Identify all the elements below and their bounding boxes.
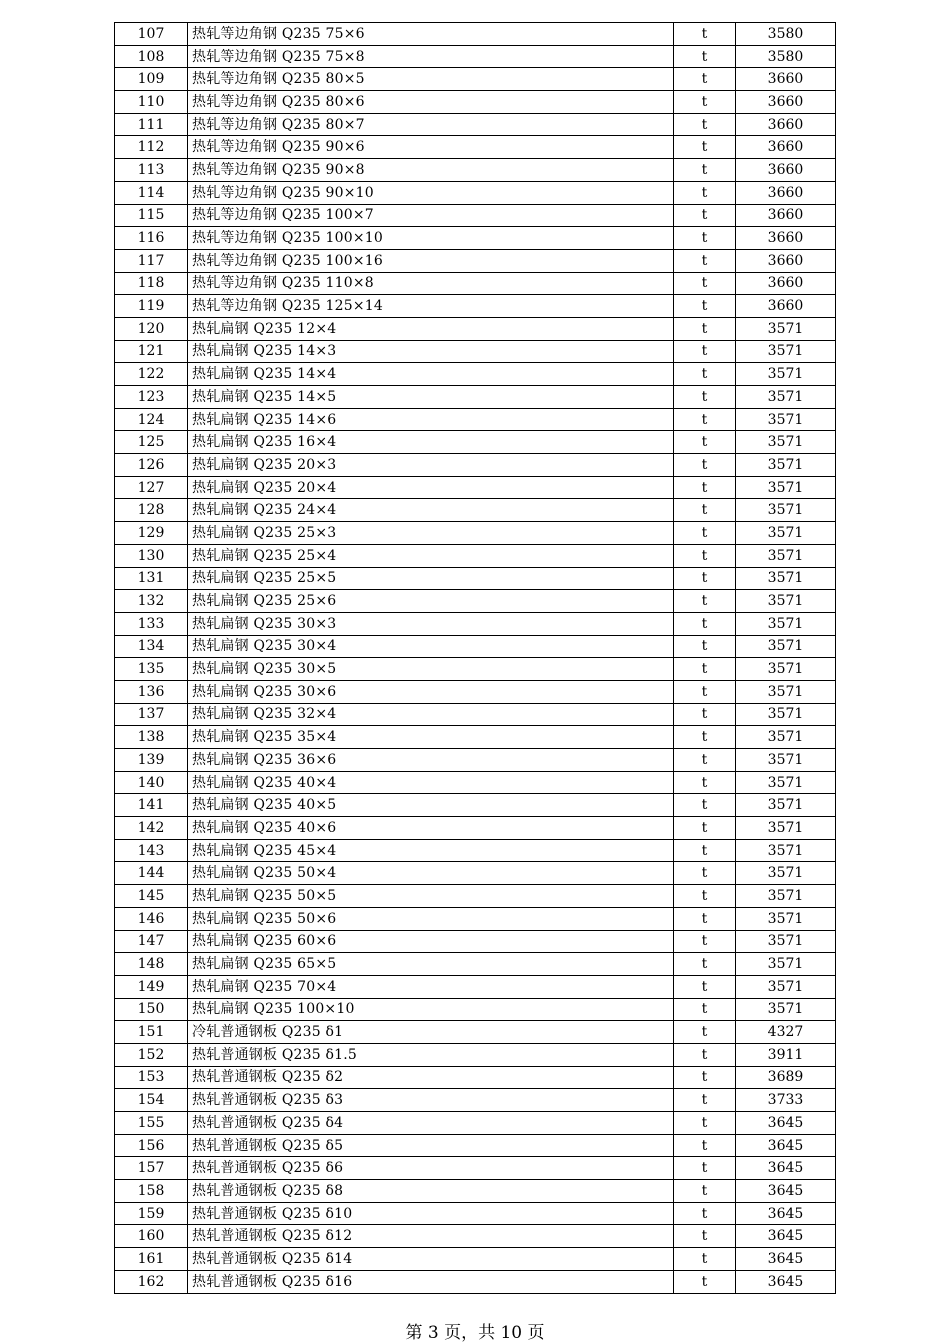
item-price-cell: 3911	[736, 1043, 836, 1066]
item-price-cell: 3571	[736, 794, 836, 817]
table-row	[115, 386, 836, 409]
page-number-text: 第 3 页，共 10 页	[405, 1323, 545, 1343]
item-unit-cell: t	[674, 1089, 736, 1112]
item-number-cell: 128	[115, 499, 188, 522]
item-number-cell: 155	[115, 1112, 188, 1135]
item-unit-cell: t	[674, 499, 736, 522]
item-name-cell: 热轧扁钢 Q235 20×3	[188, 454, 674, 477]
table-row	[115, 45, 836, 68]
item-number-cell: 144	[115, 862, 188, 885]
item-price-cell: 3660	[736, 91, 836, 114]
table-row	[115, 930, 836, 953]
table-row	[115, 658, 836, 681]
table-row	[115, 567, 836, 590]
item-price-cell: 3571	[736, 635, 836, 658]
item-price-cell: 3571	[736, 680, 836, 703]
item-price-cell: 3733	[736, 1089, 836, 1112]
table-row	[115, 204, 836, 227]
item-number-cell: 108	[115, 45, 188, 68]
item-price-cell: 3660	[736, 272, 836, 295]
item-name-cell: 热轧扁钢 Q235 40×6	[188, 817, 674, 840]
item-name-cell: 热轧等边角钢 Q235 80×6	[188, 91, 674, 114]
item-number-cell: 158	[115, 1180, 188, 1203]
item-unit-cell: t	[674, 817, 736, 840]
table-row	[115, 1248, 836, 1271]
item-price-cell: 3645	[736, 1112, 836, 1135]
item-unit-cell: t	[674, 227, 736, 250]
item-name-cell: 热轧等边角钢 Q235 80×5	[188, 68, 674, 91]
item-price-cell: 3571	[736, 363, 836, 386]
item-number-cell: 147	[115, 930, 188, 953]
item-unit-cell: t	[674, 1066, 736, 1089]
item-unit-cell: t	[674, 340, 736, 363]
item-price-cell: 3660	[736, 159, 836, 182]
item-name-cell: 冷轧普通钢板 Q235 δ1	[188, 1021, 674, 1044]
item-name-cell: 热轧扁钢 Q235 50×4	[188, 862, 674, 885]
item-number-cell: 156	[115, 1134, 188, 1157]
table-row	[115, 635, 836, 658]
item-number-cell: 116	[115, 227, 188, 250]
item-number-cell: 132	[115, 590, 188, 613]
table-row	[115, 1021, 836, 1044]
table-row	[115, 998, 836, 1021]
item-price-cell: 3571	[736, 998, 836, 1021]
item-price-cell: 3645	[736, 1180, 836, 1203]
item-number-cell: 143	[115, 839, 188, 862]
item-unit-cell: t	[674, 1202, 736, 1225]
table-row	[115, 1202, 836, 1225]
item-price-cell: 3571	[736, 317, 836, 340]
price-table-body	[115, 23, 836, 1294]
item-number-cell: 120	[115, 317, 188, 340]
item-number-cell: 126	[115, 454, 188, 477]
item-name-cell: 热轧扁钢 Q235 20×4	[188, 476, 674, 499]
table-row	[115, 363, 836, 386]
item-unit-cell: t	[674, 680, 736, 703]
item-unit-cell: t	[674, 68, 736, 91]
item-unit-cell: t	[674, 998, 736, 1021]
item-price-cell: 3571	[736, 749, 836, 772]
item-unit-cell: t	[674, 1112, 736, 1135]
item-unit-cell: t	[674, 249, 736, 272]
table-row	[115, 1225, 836, 1248]
table-row	[115, 1134, 836, 1157]
item-unit-cell: t	[674, 544, 736, 567]
page-footer	[0, 1322, 950, 1344]
table-row	[115, 227, 836, 250]
item-price-cell: 3580	[736, 23, 836, 46]
item-unit-cell: t	[674, 1157, 736, 1180]
table-row	[115, 476, 836, 499]
item-number-cell: 113	[115, 159, 188, 182]
table-row	[115, 1043, 836, 1066]
item-unit-cell: t	[674, 1270, 736, 1293]
item-price-cell: 3571	[736, 522, 836, 545]
item-unit-cell: t	[674, 431, 736, 454]
item-name-cell: 热轧普通钢板 Q235 δ2	[188, 1066, 674, 1089]
item-unit-cell: t	[674, 930, 736, 953]
item-number-cell: 117	[115, 249, 188, 272]
item-number-cell: 137	[115, 703, 188, 726]
item-price-cell: 3571	[736, 839, 836, 862]
item-number-cell: 112	[115, 136, 188, 159]
item-name-cell: 热轧扁钢 Q235 14×4	[188, 363, 674, 386]
item-unit-cell: t	[674, 1043, 736, 1066]
item-name-cell: 热轧普通钢板 Q235 δ4	[188, 1112, 674, 1135]
item-number-cell: 161	[115, 1248, 188, 1271]
item-price-cell: 3660	[736, 249, 836, 272]
item-number-cell: 130	[115, 544, 188, 567]
item-price-cell: 3660	[736, 136, 836, 159]
item-unit-cell: t	[674, 590, 736, 613]
item-name-cell: 热轧扁钢 Q235 40×4	[188, 771, 674, 794]
item-unit-cell: t	[674, 612, 736, 635]
item-name-cell: 热轧扁钢 Q235 30×6	[188, 680, 674, 703]
table-row	[115, 907, 836, 930]
item-unit-cell: t	[674, 1134, 736, 1157]
item-number-cell: 115	[115, 204, 188, 227]
item-name-cell: 热轧扁钢 Q235 30×5	[188, 658, 674, 681]
item-name-cell: 热轧普通钢板 Q235 δ8	[188, 1180, 674, 1203]
item-unit-cell: t	[674, 635, 736, 658]
item-name-cell: 热轧扁钢 Q235 25×5	[188, 567, 674, 590]
item-number-cell: 123	[115, 386, 188, 409]
item-unit-cell: t	[674, 839, 736, 862]
item-unit-cell: t	[674, 408, 736, 431]
item-name-cell: 热轧普通钢板 Q235 δ16	[188, 1270, 674, 1293]
item-unit-cell: t	[674, 567, 736, 590]
table-row	[115, 703, 836, 726]
item-price-cell: 3571	[736, 975, 836, 998]
item-number-cell: 152	[115, 1043, 188, 1066]
table-row	[115, 1112, 836, 1135]
item-number-cell: 153	[115, 1066, 188, 1089]
item-price-cell: 3645	[736, 1248, 836, 1271]
item-unit-cell: t	[674, 658, 736, 681]
item-number-cell: 135	[115, 658, 188, 681]
item-number-cell: 157	[115, 1157, 188, 1180]
item-number-cell: 145	[115, 885, 188, 908]
item-price-cell: 3645	[736, 1134, 836, 1157]
item-unit-cell: t	[674, 885, 736, 908]
item-number-cell: 119	[115, 295, 188, 318]
item-name-cell: 热轧扁钢 Q235 25×4	[188, 544, 674, 567]
item-price-cell: 3660	[736, 295, 836, 318]
item-price-cell: 3571	[736, 431, 836, 454]
table-row	[115, 975, 836, 998]
item-price-cell: 3645	[736, 1270, 836, 1293]
item-name-cell: 热轧扁钢 Q235 24×4	[188, 499, 674, 522]
item-number-cell: 154	[115, 1089, 188, 1112]
item-price-cell: 3645	[736, 1202, 836, 1225]
item-name-cell: 热轧扁钢 Q235 25×3	[188, 522, 674, 545]
item-name-cell: 热轧普通钢板 Q235 δ12	[188, 1225, 674, 1248]
table-row	[115, 136, 836, 159]
item-number-cell: 131	[115, 567, 188, 590]
item-name-cell: 热轧扁钢 Q235 100×10	[188, 998, 674, 1021]
item-unit-cell: t	[674, 1248, 736, 1271]
item-name-cell: 热轧扁钢 Q235 45×4	[188, 839, 674, 862]
table-row	[115, 499, 836, 522]
item-unit-cell: t	[674, 1225, 736, 1248]
table-row	[115, 113, 836, 136]
table-row	[115, 1157, 836, 1180]
item-name-cell: 热轧扁钢 Q235 12×4	[188, 317, 674, 340]
item-price-cell: 3660	[736, 68, 836, 91]
item-price-cell: 3645	[736, 1225, 836, 1248]
item-name-cell: 热轧普通钢板 Q235 δ1.5	[188, 1043, 674, 1066]
item-unit-cell: t	[674, 794, 736, 817]
item-unit-cell: t	[674, 907, 736, 930]
item-unit-cell: t	[674, 272, 736, 295]
item-number-cell: 146	[115, 907, 188, 930]
table-row	[115, 1180, 836, 1203]
item-number-cell: 162	[115, 1270, 188, 1293]
item-name-cell: 热轧等边角钢 Q235 110×8	[188, 272, 674, 295]
item-number-cell: 140	[115, 771, 188, 794]
item-price-cell: 3571	[736, 408, 836, 431]
item-number-cell: 160	[115, 1225, 188, 1248]
item-name-cell: 热轧等边角钢 Q235 125×14	[188, 295, 674, 318]
item-number-cell: 151	[115, 1021, 188, 1044]
item-unit-cell: t	[674, 953, 736, 976]
table-row	[115, 590, 836, 613]
item-price-cell: 3571	[736, 386, 836, 409]
item-unit-cell: t	[674, 522, 736, 545]
table-row	[115, 295, 836, 318]
item-name-cell: 热轧扁钢 Q235 16×4	[188, 431, 674, 454]
item-name-cell: 热轧扁钢 Q235 36×6	[188, 749, 674, 772]
item-number-cell: 148	[115, 953, 188, 976]
item-number-cell: 125	[115, 431, 188, 454]
item-name-cell: 热轧等边角钢 Q235 100×7	[188, 204, 674, 227]
item-name-cell: 热轧普通钢板 Q235 δ5	[188, 1134, 674, 1157]
item-unit-cell: t	[674, 386, 736, 409]
item-price-cell: 3571	[736, 476, 836, 499]
item-number-cell: 121	[115, 340, 188, 363]
item-unit-cell: t	[674, 295, 736, 318]
item-name-cell: 热轧普通钢板 Q235 δ10	[188, 1202, 674, 1225]
item-price-cell: 3571	[736, 862, 836, 885]
item-number-cell: 114	[115, 181, 188, 204]
item-price-cell: 3571	[736, 612, 836, 635]
item-number-cell: 129	[115, 522, 188, 545]
item-name-cell: 热轧扁钢 Q235 14×3	[188, 340, 674, 363]
item-name-cell: 热轧扁钢 Q235 60×6	[188, 930, 674, 953]
table-row	[115, 1270, 836, 1293]
table-row	[115, 817, 836, 840]
item-name-cell: 热轧扁钢 Q235 30×4	[188, 635, 674, 658]
table-row	[115, 317, 836, 340]
item-price-cell: 3571	[736, 340, 836, 363]
item-number-cell: 134	[115, 635, 188, 658]
item-name-cell: 热轧普通钢板 Q235 δ6	[188, 1157, 674, 1180]
item-unit-cell: t	[674, 862, 736, 885]
table-row	[115, 181, 836, 204]
item-price-cell: 3689	[736, 1066, 836, 1089]
item-unit-cell: t	[674, 1021, 736, 1044]
item-name-cell: 热轧扁钢 Q235 50×5	[188, 885, 674, 908]
item-number-cell: 124	[115, 408, 188, 431]
item-name-cell: 热轧扁钢 Q235 14×6	[188, 408, 674, 431]
table-row	[115, 340, 836, 363]
item-price-cell: 3571	[736, 544, 836, 567]
item-unit-cell: t	[674, 726, 736, 749]
item-price-cell: 3580	[736, 45, 836, 68]
table-row	[115, 454, 836, 477]
item-unit-cell: t	[674, 159, 736, 182]
table-row	[115, 159, 836, 182]
item-name-cell: 热轧等边角钢 Q235 100×16	[188, 249, 674, 272]
table-row	[115, 749, 836, 772]
item-unit-cell: t	[674, 113, 736, 136]
item-number-cell: 122	[115, 363, 188, 386]
table-row	[115, 771, 836, 794]
item-name-cell: 热轧等边角钢 Q235 75×8	[188, 45, 674, 68]
item-number-cell: 138	[115, 726, 188, 749]
item-number-cell: 110	[115, 91, 188, 114]
table-row	[115, 249, 836, 272]
item-name-cell: 热轧扁钢 Q235 35×4	[188, 726, 674, 749]
item-name-cell: 热轧普通钢板 Q235 δ3	[188, 1089, 674, 1112]
item-unit-cell: t	[674, 91, 736, 114]
item-name-cell: 热轧扁钢 Q235 40×5	[188, 794, 674, 817]
table-row	[115, 839, 836, 862]
item-price-cell: 3571	[736, 930, 836, 953]
item-unit-cell: t	[674, 23, 736, 46]
item-name-cell: 热轧等边角钢 Q235 100×10	[188, 227, 674, 250]
item-number-cell: 159	[115, 1202, 188, 1225]
item-unit-cell: t	[674, 454, 736, 477]
item-name-cell: 热轧等边角钢 Q235 90×8	[188, 159, 674, 182]
item-number-cell: 127	[115, 476, 188, 499]
item-price-cell: 3571	[736, 885, 836, 908]
table-row	[115, 612, 836, 635]
item-name-cell: 热轧扁钢 Q235 14×5	[188, 386, 674, 409]
item-unit-cell: t	[674, 975, 736, 998]
item-price-cell: 3645	[736, 1157, 836, 1180]
item-price-cell: 3571	[736, 567, 836, 590]
item-price-cell: 3660	[736, 227, 836, 250]
item-unit-cell: t	[674, 317, 736, 340]
item-unit-cell: t	[674, 703, 736, 726]
item-number-cell: 111	[115, 113, 188, 136]
item-price-cell: 3660	[736, 113, 836, 136]
item-number-cell: 150	[115, 998, 188, 1021]
table-row	[115, 1066, 836, 1089]
item-unit-cell: t	[674, 771, 736, 794]
table-row	[115, 794, 836, 817]
item-number-cell: 142	[115, 817, 188, 840]
item-number-cell: 149	[115, 975, 188, 998]
item-name-cell: 热轧扁钢 Q235 30×3	[188, 612, 674, 635]
item-number-cell: 107	[115, 23, 188, 46]
table-row	[115, 91, 836, 114]
item-name-cell: 热轧扁钢 Q235 50×6	[188, 907, 674, 930]
item-price-cell: 3660	[736, 181, 836, 204]
table-row	[115, 953, 836, 976]
item-price-cell: 3571	[736, 817, 836, 840]
item-price-cell: 3571	[736, 703, 836, 726]
table-row	[115, 431, 836, 454]
item-name-cell: 热轧等边角钢 Q235 90×10	[188, 181, 674, 204]
item-name-cell: 热轧等边角钢 Q235 80×7	[188, 113, 674, 136]
item-price-cell: 3571	[736, 726, 836, 749]
item-price-cell: 3571	[736, 454, 836, 477]
table-row	[115, 544, 836, 567]
table-row	[115, 1089, 836, 1112]
item-price-cell: 3660	[736, 204, 836, 227]
item-price-cell: 3571	[736, 590, 836, 613]
item-price-cell: 3571	[736, 953, 836, 976]
item-unit-cell: t	[674, 204, 736, 227]
price-table	[114, 22, 836, 1294]
table-row	[115, 522, 836, 545]
item-number-cell: 118	[115, 272, 188, 295]
item-unit-cell: t	[674, 181, 736, 204]
table-row	[115, 885, 836, 908]
item-number-cell: 141	[115, 794, 188, 817]
item-unit-cell: t	[674, 476, 736, 499]
item-unit-cell: t	[674, 749, 736, 772]
table-row	[115, 272, 836, 295]
item-name-cell: 热轧等边角钢 Q235 90×6	[188, 136, 674, 159]
item-price-cell: 3571	[736, 907, 836, 930]
item-unit-cell: t	[674, 363, 736, 386]
item-name-cell: 热轧普通钢板 Q235 δ14	[188, 1248, 674, 1271]
item-price-cell: 3571	[736, 658, 836, 681]
item-price-cell: 4327	[736, 1021, 836, 1044]
table-row	[115, 68, 836, 91]
item-price-cell: 3571	[736, 499, 836, 522]
item-price-cell: 3571	[736, 771, 836, 794]
item-name-cell: 热轧扁钢 Q235 70×4	[188, 975, 674, 998]
item-unit-cell: t	[674, 1180, 736, 1203]
item-name-cell: 热轧扁钢 Q235 65×5	[188, 953, 674, 976]
item-number-cell: 133	[115, 612, 188, 635]
item-unit-cell: t	[674, 45, 736, 68]
item-name-cell: 热轧扁钢 Q235 32×4	[188, 703, 674, 726]
table-row	[115, 726, 836, 749]
item-name-cell: 热轧扁钢 Q235 25×6	[188, 590, 674, 613]
table-row	[115, 23, 836, 46]
item-number-cell: 136	[115, 680, 188, 703]
item-unit-cell: t	[674, 136, 736, 159]
table-row	[115, 408, 836, 431]
item-number-cell: 109	[115, 68, 188, 91]
item-name-cell: 热轧等边角钢 Q235 75×6	[188, 23, 674, 46]
item-number-cell: 139	[115, 749, 188, 772]
table-row	[115, 680, 836, 703]
table-row	[115, 862, 836, 885]
